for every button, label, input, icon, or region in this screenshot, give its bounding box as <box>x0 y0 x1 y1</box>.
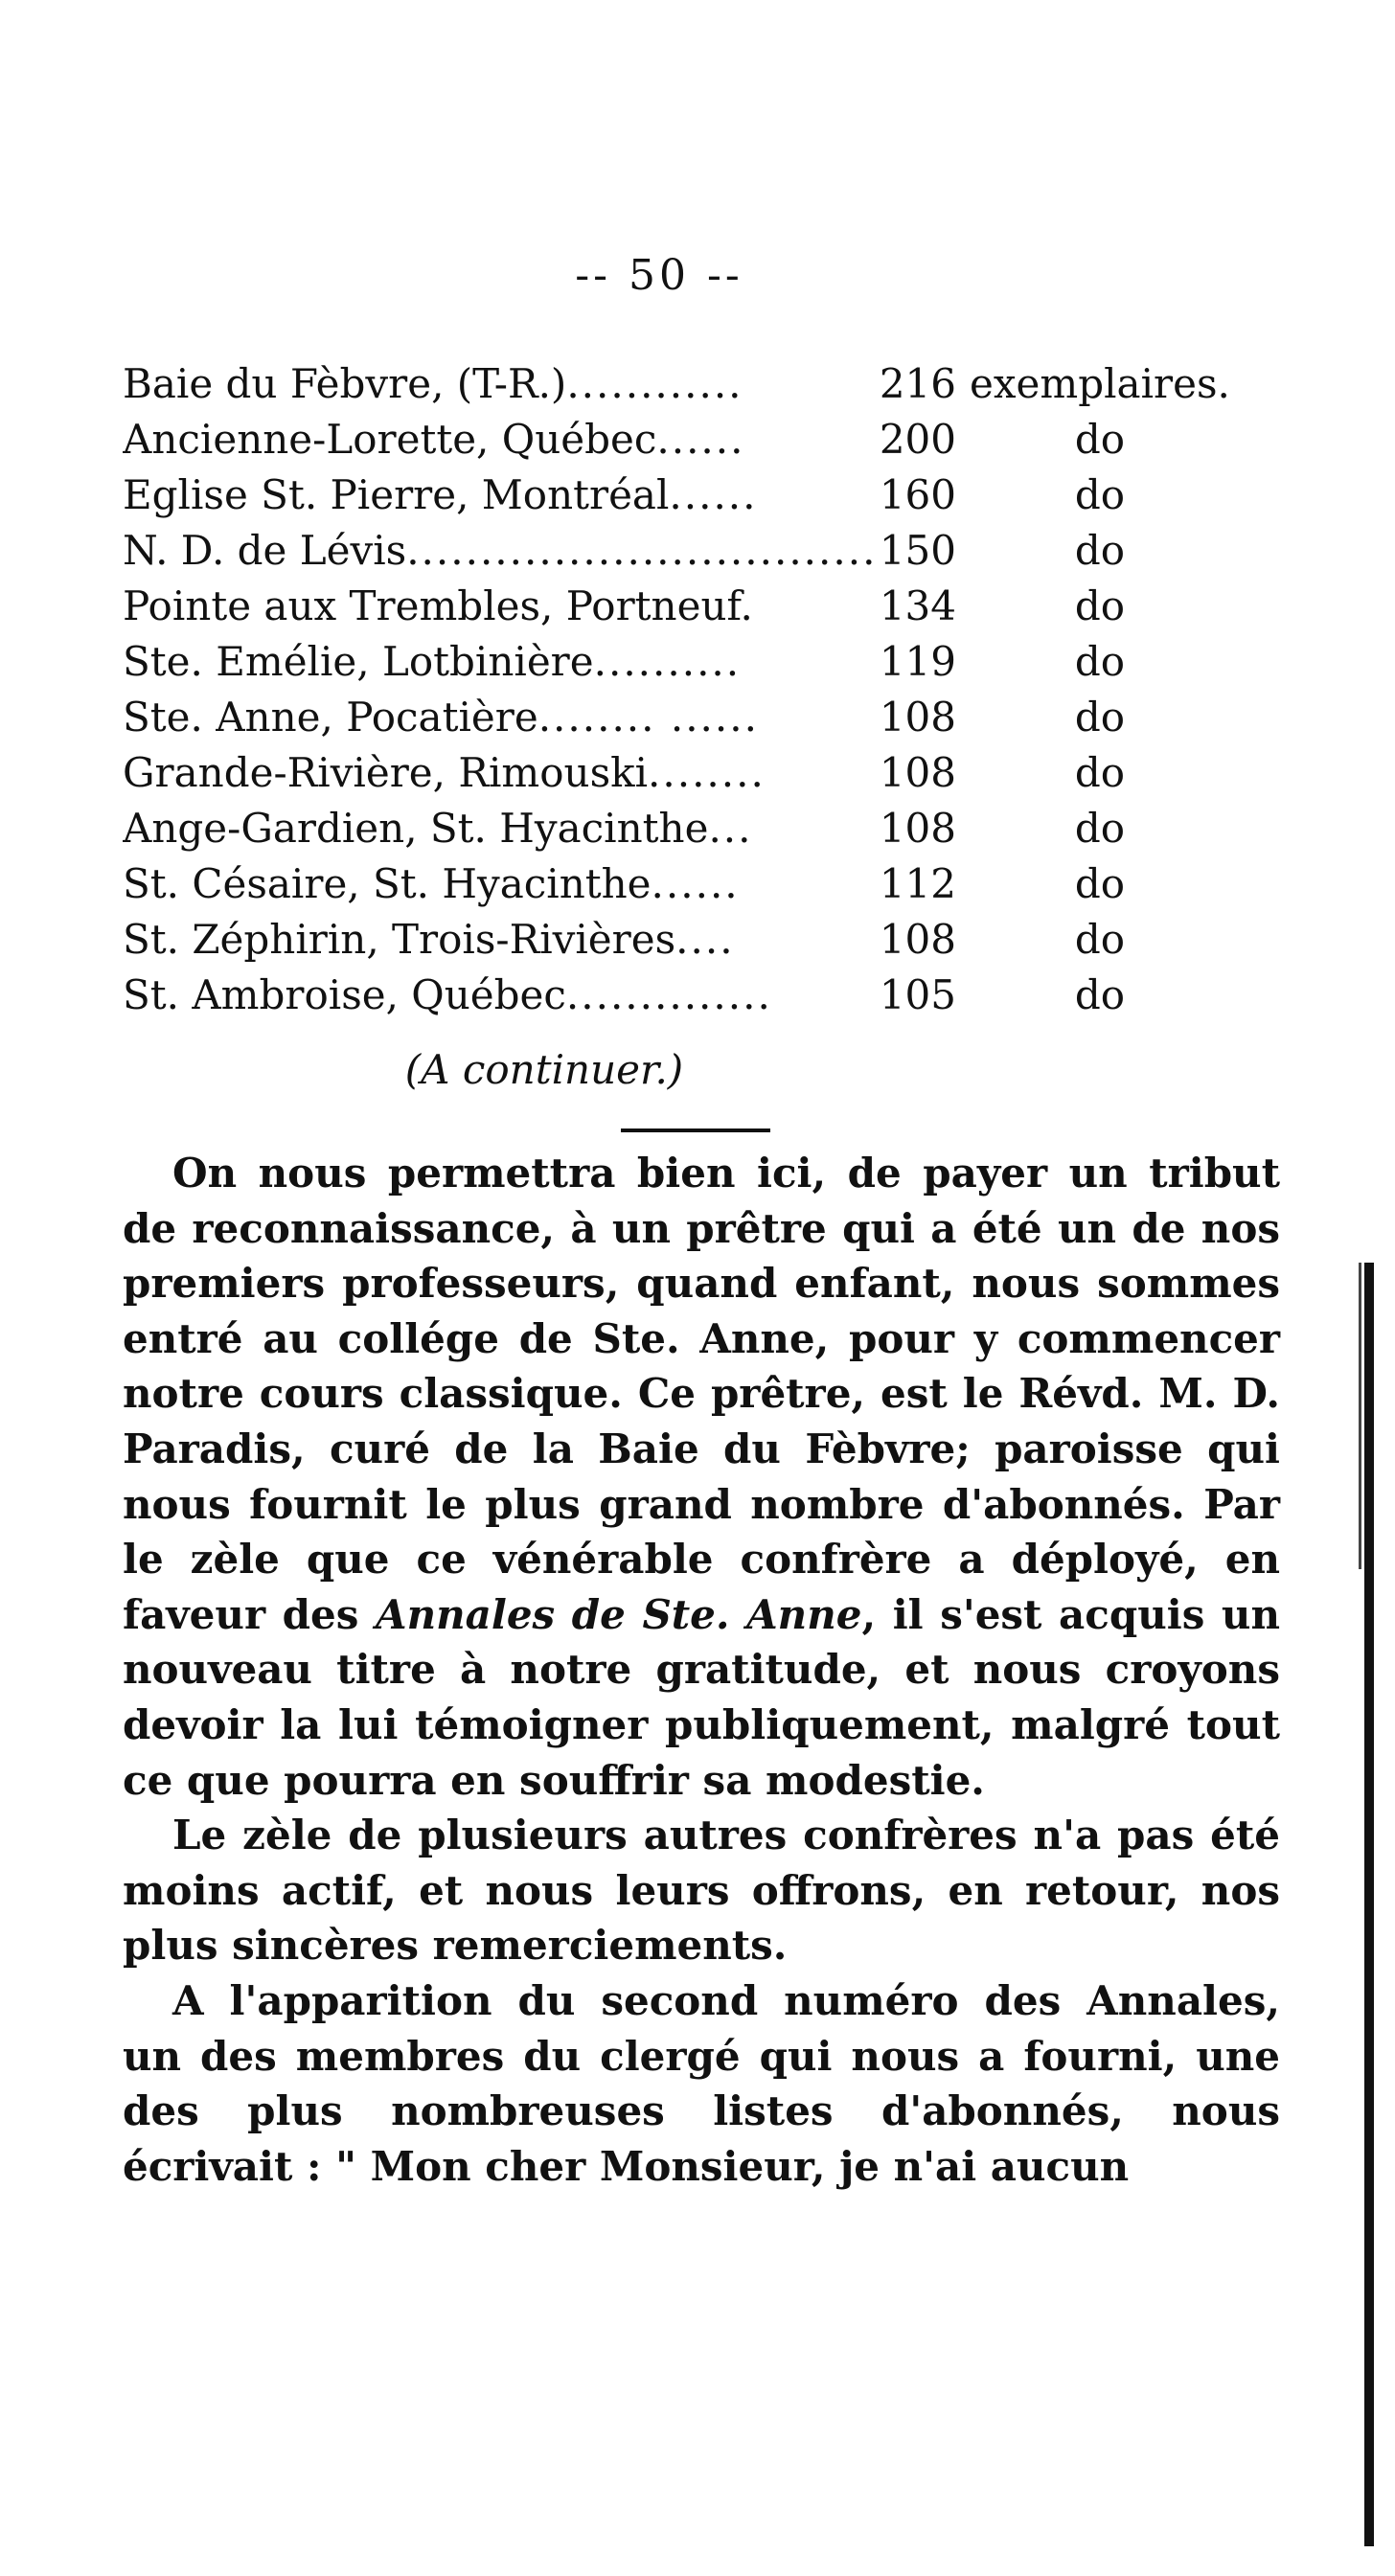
body-text <box>123 1146 1280 2194</box>
paragraph-1-italic: Annales de Ste. Anne <box>375 1590 862 1638</box>
leader-dots: ............ <box>566 360 743 407</box>
unit-label: do <box>1074 527 1126 574</box>
list-row <box>123 467 1301 523</box>
place-name: Baie du Fèbvre, (T-R.) <box>123 360 567 407</box>
unit-label: do <box>1074 916 1126 963</box>
place-cell <box>123 579 956 634</box>
place-cell <box>123 912 956 968</box>
copy-count: 150 <box>879 527 956 574</box>
place-name: Ange-Gardien, St. Hyacinthe <box>123 805 709 852</box>
place-name: Ste. Anne, Pocatière <box>123 694 538 741</box>
page-number: -- 50 -- <box>575 251 743 300</box>
list-row <box>123 856 1301 912</box>
place-name: N. D. de Lévis <box>123 527 407 574</box>
unit-label: do <box>1074 694 1126 741</box>
leader-dots: ...... <box>669 471 758 518</box>
place-name: St. Zéphirin, Trois-Rivières <box>123 916 676 963</box>
list-row <box>123 801 1301 856</box>
copy-count: 108 <box>879 805 956 852</box>
place-cell <box>123 467 956 523</box>
list-row <box>123 968 1301 1023</box>
copy-count: 216 <box>879 360 956 407</box>
leader-dots: ...... <box>656 416 745 463</box>
scan-margin-line <box>1359 1263 1361 1569</box>
separator-rule <box>621 1128 770 1132</box>
place-cell <box>123 745 956 801</box>
place-cell <box>123 856 956 912</box>
paragraph-1 <box>123 1146 1280 1808</box>
leader-dots: ...... <box>651 860 740 907</box>
place-name: St. Césaire, St. Hyacinthe <box>123 860 652 907</box>
paragraph-3: A l'apparition du second numéro des Annales, un des membres du clergé qui nous a fourni, une des plus nombreuses listes d'abonnés, nous écrivait : " Mon cher Monsieur, je n'ai aucun <box>123 1976 1280 2190</box>
copy-count: 112 <box>879 860 956 907</box>
copy-count: 108 <box>879 694 956 741</box>
unit-label: do <box>1074 582 1126 629</box>
paragraph-1-text-end: , il s'est acquis un nouveau titre à notre gratitude, et nous croyons devoir la lui témoigner publiquement, malgré tout ce que pourra en souffrir sa modestie. <box>123 1590 1280 1804</box>
list-row <box>123 634 1301 690</box>
place-cell <box>123 968 956 1023</box>
continue-note: (A continuer.) <box>404 1046 684 1093</box>
place-name: Ste. Emélie, Lotbinière <box>123 638 594 685</box>
place-name: Eglise St. Pierre, Montréal <box>123 471 670 518</box>
copy-count: 105 <box>879 971 956 1018</box>
place-cell <box>123 634 956 690</box>
leader-dots: ........ <box>648 749 766 796</box>
place-cell <box>123 523 956 579</box>
place-cell <box>123 801 956 856</box>
place-name: Grande-Rivière, Rimouski <box>123 749 649 796</box>
list-row <box>123 412 1301 467</box>
copy-count: 200 <box>879 416 956 463</box>
list-row <box>123 523 1301 579</box>
paragraph-2: Le zèle de plusieurs autres confrères n'a pas été moins actif, et nous leurs offrons, en retour, nos plus sincères remerciements. <box>123 1812 1280 1970</box>
leader-dots: ................................ <box>406 527 878 574</box>
place-name: Ancienne-Lorette, Québec <box>123 416 657 463</box>
place-name: St. Ambroise, Québec <box>123 971 566 1018</box>
leader-dots: ........ ...... <box>537 694 759 741</box>
unit-label: do <box>1074 416 1126 463</box>
place-cell <box>123 412 956 467</box>
list-row <box>123 579 1301 634</box>
list-row <box>123 690 1301 745</box>
place-cell <box>123 356 956 412</box>
unit-label: do <box>1074 971 1126 1018</box>
list-row <box>123 356 1301 412</box>
subscription-list <box>123 356 1301 1023</box>
leader-dots: .......... <box>593 638 742 685</box>
copy-count: 160 <box>879 471 956 518</box>
leader-dots: .... <box>675 916 735 963</box>
list-row <box>123 912 1301 968</box>
unit-label: do <box>1074 638 1126 685</box>
place-cell <box>123 690 956 745</box>
list-row <box>123 745 1301 801</box>
leader-dots: ... <box>708 805 753 852</box>
copy-count: 108 <box>879 916 956 963</box>
unit-label: do <box>1074 860 1126 907</box>
unit-label: do <box>1074 805 1126 852</box>
leader-dots: .............. <box>565 971 772 1018</box>
paragraph-1-text: On nous permettra bien ici, de payer un tribut de reconnaissance, à un prêtre qui a été un de nos premiers professeurs, quand enfant, nous sommes entré au collége de Ste. Anne, pour y commencer notre cours classique. Ce prêtre, est le Révd. M. D. Paradis, curé de la Baie du Fèbvre; paroisse qui nous fournit le plus grand nombre d'abonnés. Par le zèle que ce vénérable confrère a déployé, en faveur des <box>123 1150 1280 1638</box>
place-name: Pointe aux Trembles, Portneuf. <box>123 582 753 629</box>
unit-label: exemplaires. <box>970 360 1230 407</box>
unit-label: do <box>1074 749 1126 796</box>
copy-count: 108 <box>879 749 956 796</box>
unit-label: do <box>1074 471 1126 518</box>
copy-count: 119 <box>879 638 956 685</box>
copy-count: 134 <box>879 582 956 629</box>
scan-margin-bar <box>1364 1263 1374 2546</box>
